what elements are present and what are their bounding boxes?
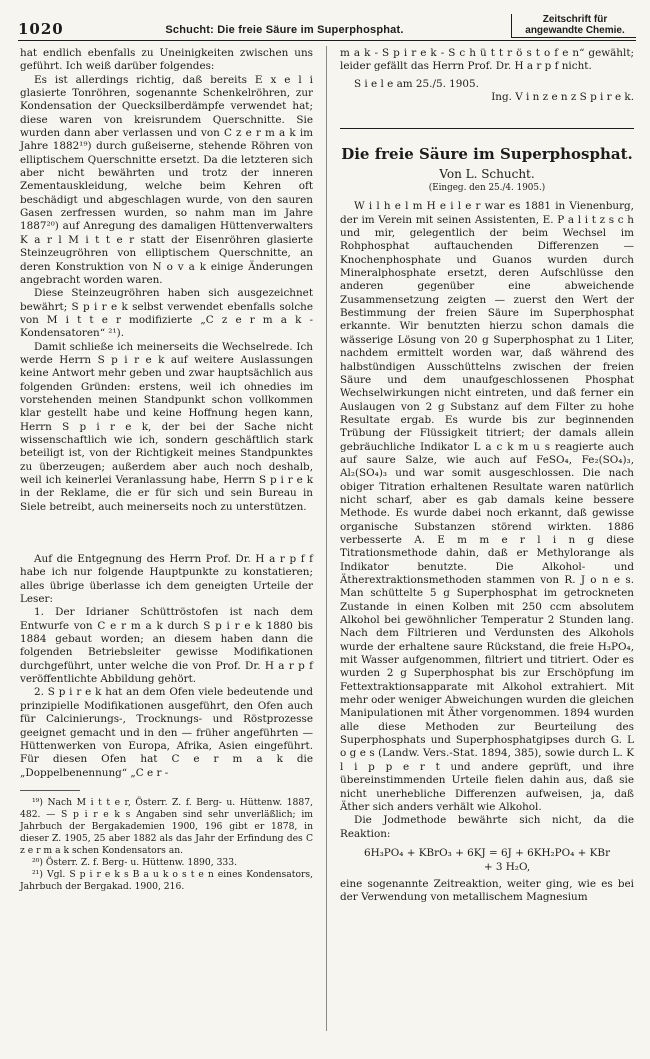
footnote-20: ²⁰) Österr. Z. f. Berg- u. Hüttenw. 1890, 333.: [32, 856, 238, 868]
footnotes: [20, 797, 313, 893]
signature-place-date: S i e l e am 25./5. 1905.: [354, 77, 479, 90]
left-column: [20, 47, 313, 893]
article-byline: Von L. Schucht.: [439, 167, 535, 182]
paragraph: 1. Der Idrianer Schüttröstofen ist nach dem Entwurfe von C e r m a k durch S p i r e k 1880 bis 1884 gebaut worden; an diesem haben dann die folgenden Betriebsleiter gewisse Modifikationen durchgeführt, unter welche die von Prof. Dr. H a r p f veröffentlichte Abbildung gehört.: [20, 606, 313, 686]
journal-name-line1: Zeitschrift für: [542, 14, 608, 25]
equation-line: 6H₃PO₄ + KBrO₃ + 6KJ = 6J + 6KH₂PO₄ + KBr: [363, 846, 611, 859]
section-gap: [20, 514, 313, 540]
footnote-19: ¹⁹) Nach M i t t e r, Österr. Z. f. Berg- u. Hüttenw. 1887, 482. — S p i r e k s Angaben sind sehr unverläßlich; im Jahrbuch der Bergakademien 1900, 196 gibt er 1878, in dieser Z. 1905, 25 aber 1882 als das Jahr der Erfindung des C z e r m a k schen Kondensators an.: [20, 796, 313, 856]
paragraph: Auf die Entgegnung des Herrn Prof. Dr. H a r p f f habe ich nur folgende Hauptpunkte zu konstatieren; alles übrige überlasse ich dem geneigten Urteile der Leser:: [20, 553, 313, 606]
paragraph: Damit schließe ich meinerseits die Wechselrede. Ich werde Herrn S p i r e k auf weitere Auslassungen keine Antwort mehr geben und zwar hauptsächlich aus folgenden Gründen: erstens, weil ich ohnedies im vorstehenden meinen Standpunkt schon vollkommen klar gestellt habe und keine Hoffnung hegen kann, Herrn S p i r e k, der bei der Sache nicht wissenschaftlich wie ich, sondern geschäftlich stark beteiligt ist, von der Richtigkeit meines Standpunktes zu überzeugen; außerdem aber auch noch deshalb, weil ich keinerlei Veranlassung habe, Herrn S p i r e k in der Reklame, die er für sich und sein Bureau in Siele betreibt, auch meinerseits noch zu unterstützen.: [20, 340, 313, 513]
article-separator: [340, 128, 634, 129]
paragraph: m a k - S p i r e k - S c h ü t t r ö s t o f e n“ gewählt; leider gefällt das Herrn Prof. Dr. H a r p f nicht.: [340, 47, 634, 73]
article-title: Die freie Säure im Superphosphat.: [341, 145, 633, 164]
paragraph: 2. S p i r e k hat an dem Ofen viele bedeutende und prinzipielle Modifikationen ausgeführt, den Ofen auch für Calcinierungs-, Trocknungs- und Röstprozesse geeignet gemacht und in den — früher angeführten — Hüttenwerken von Europa, Afrika, Asien eingeführt. Für diesen Ofen hat C e r m a k die „Doppelbenennung“ „C e r -: [20, 686, 313, 779]
journal-name: [511, 14, 636, 38]
signature-name: Ing. V i n z e n z S p i r e k.: [491, 91, 634, 104]
received-date: (Eingeg. den 25./4. 1905.): [428, 183, 546, 194]
right-column: [340, 47, 634, 905]
journal-name-line2: angewandte Chemie.: [525, 25, 625, 36]
section-gap: [20, 540, 313, 553]
equation-line: + 3 H₂O,: [483, 860, 531, 873]
header-rule: [18, 40, 636, 41]
paragraph: W i l h e l m H e i l e r war es 1881 in Vienenburg, der im Verein mit seinen Assistenten, E. P a l i t z s c h und mir, gelegentlich der beim Wechsel im Rohphosphat auftauchenden Differenzen — Knochenphosphate und Guanos wurden durch Mineralphosphate ersetzt, deren Aufschlüsse den anderen gegenüber eine abweichende Zusammensetzung zeigten — zuerst den Wert der Bestimmung der freien Säure im Superphosphat erkannte. Wir benutzten hierzu schon damals die wässerige Lösung von 20 g Superphosphat zu 1 Liter, nachdem ermittelt worden war, daß während des halbstündigen Ausschüttelns zwischen der freien Säure und dem unaufgeschlossenen Phosphat Wechselwirkungen nicht eintreten, und daß ferner ein Auslaugen von 2 g Substanz auf dem Filter zu hohe Resultate ergab. Es wurde bis zur beginnenden Trübung der Flüssigkeit titriert; der damals allein gebräuchliche Indikator L a c k m u s reagierte auch auf saure Salze, wie auch auf FeSO₄, Fe₂(SO₄)₃, Al₂(SO₄)₃ und war somit ausgeschlossen. Die nach obiger Titration erhaltenen Resultate waren natürlich nicht scharf, aber es gab damals keine bessere Methode. Es wurde dabei noch erkannt, daß gewisse organische Substanzen störend wirkten. 1886 verbesserte A. E m m e r l i n g diese Titrationsmethode dahin, daß er Methylorange als Indikator benutzte. Die Alkohol- und Ätherextraktionsmethoden stammen von R. J o n e s. Man schüttelte 5 g Superphosphat im getrockneten Zustande in einen Kolben mit 250 ccm absolutem Alkohol bei gewöhnlicher Temperatur 2 Stunden lang. Nach dem Filtrieren und Verdunsten des Alkohols wurde der erhaltene saure Rückstand, die freie H₃PO₄, mit Wasser aufgenommen, filtriert und titriert. Oder es wurden 2 g Superphosphat bis zur Erschöpfung im Fettextraktionsapparate mit Alkohol extrahiert. Mit mehr oder weniger Abweichungen wurden die gleichen Manipulationen mit Äther vorgenommen. 1894 wurden alle diese Methoden zur Beurteilung des Superphosphats und Superphosphatgipses durch G. L o g e s (Landw. Vers.-Stat. 1894, 385), sowie durch L. K l i p p e r t und andere geprüft, und ihre übereinstimmenden Urteile fielen dahin aus, daß sie nicht unerhebliche Differenzen aufweisen, ja, daß Äther sich anders verhält wie Alkohol.: [340, 200, 634, 813]
running-header: [18, 12, 636, 38]
column-divider: [326, 46, 327, 1031]
running-title: Schucht: Die freie Säure im Superphosphat.: [165, 24, 404, 36]
footnote-rule: [20, 790, 80, 791]
reaction-equation: [340, 846, 634, 874]
paragraph: Die Jodmethode bewährte sich nicht, da die Reaktion:: [340, 814, 634, 840]
paragraph: Es ist allerdings richtig, daß bereits E x e l i glasierte Tonröhren, sogenannte Schenkelröhren, zur Kondensation der Quecksilberdämpfe verwendet hat; diese waren von kreisrundem Querschnitte. Sie wurden dann aber verlassen und von C z e r m a k im Jahre 1882¹⁹) durch gußeiserne, stehende Röhren von elliptischem Querschnitte ersetzt. Da die letzteren sich aber nicht bewährten und trotz der inneren Zementauskleidung, welche beim Kehren oft beschädigt und abgeschlagen wurde, von den sauren Gasen zerfressen wurden, so nahm man im Jahre 1887²⁰) auf Anregung des damaligen Hüttenverwalters K a r l M i t t e r statt der Eisenröhren glasierte Steinzeugröhren von elliptischem Querschnitte, an deren Konstruktion von N o v a k einige Änderungen angebracht worden waren.: [20, 73, 313, 286]
paragraph: hat endlich ebenfalls zu Uneinigkeiten zwischen uns geführt. Ich weiß darüber folgendes:: [20, 47, 313, 73]
footnote-21: ²¹) Vgl. S p i r e k s B a u k o s t e n eines Kondensators, Jahrbuch der Bergakad. 1900, 216.: [20, 868, 313, 892]
paragraph: eine sogenannte Zeitreaktion, weiter ging, wie es bei der Verwendung von metallischem Magnesium: [340, 877, 634, 904]
paragraph: Diese Steinzeugröhren haben sich ausgezeichnet bewährt; S p i r e k selbst verwendet ebenfalls solche von M i t t e r modifizierte „C z e r m a k - Kondensatoren“ ²¹).: [20, 287, 313, 340]
page-number: 1020: [18, 20, 64, 38]
